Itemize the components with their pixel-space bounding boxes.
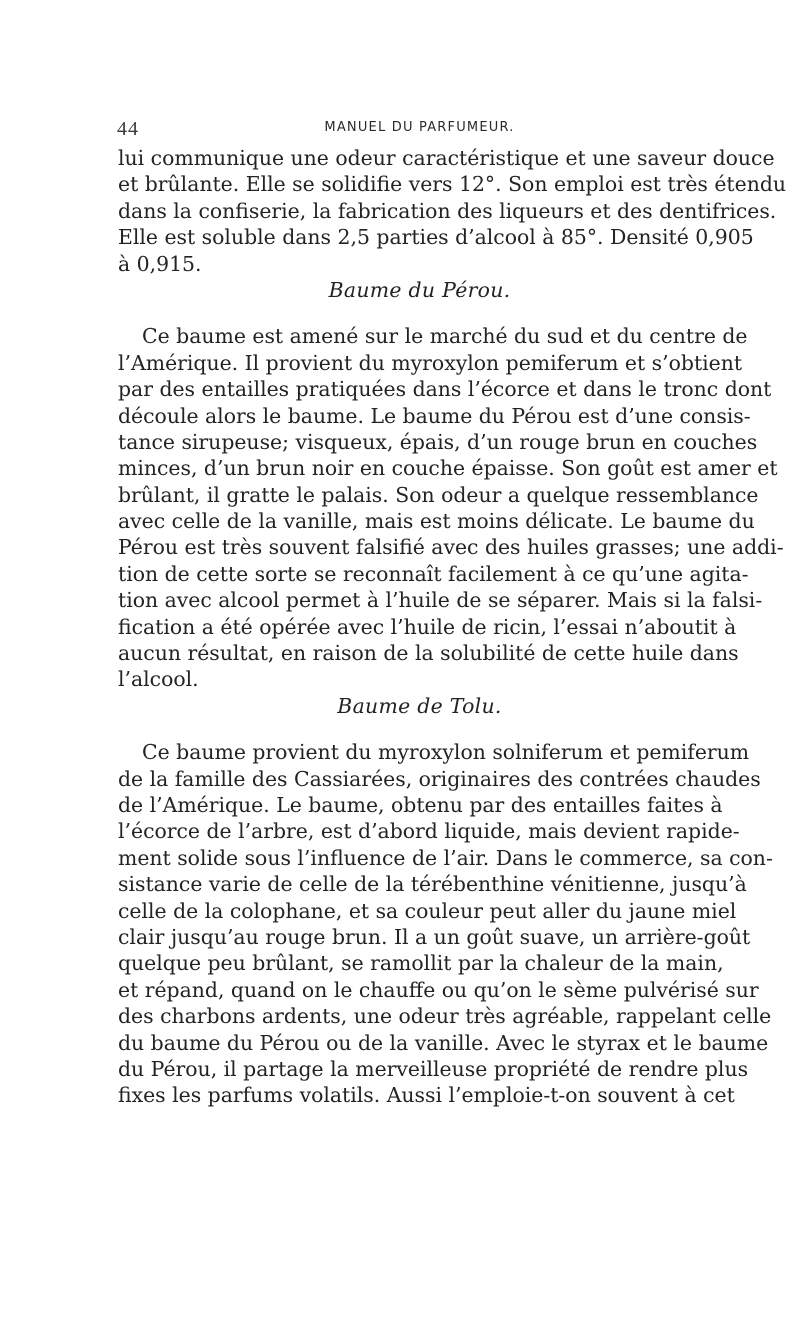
text-line: l’alcool. (118, 667, 199, 692)
text-line: et répand, quand on le chauffe ou qu’on le sème pulvérisé sur (118, 977, 759, 1002)
text-line: sistance varie de celle de la térébenthine vénitienne, jusqu’à (118, 872, 747, 897)
text-line: de la famille des Cassiarées, originaires des contrées chaudes (118, 766, 761, 791)
text-line: Ce baume provient du myroxylon solniferum et pemiferum (142, 740, 750, 765)
text-line: à 0,915. (118, 251, 202, 276)
text-line: Pérou est très souvent falsifié avec des huiles grasses; une addi- (118, 535, 784, 560)
text-line: découle alors le baume. Le baume du Pérou est d’une consis- (118, 403, 751, 428)
text-line: l’Amérique. Il provient du myroxylon pemiferum et s’obtient (118, 350, 743, 375)
paragraph-continuation (118, 145, 787, 277)
text-line: ment solide sous l’influence de l’air. Dans le commerce, sa con- (118, 845, 773, 870)
text-line: quelque peu brûlant, se ramollit par la chaleur de la main, (118, 951, 724, 976)
text-line: fixes les parfums volatils. Aussi l’emploie-t-on souvent à cet (118, 1083, 735, 1108)
spacer (118, 719, 721, 739)
text-line: du baume du Pérou ou de la vanille. Avec le styrax et le baume (118, 1030, 769, 1055)
text-line: par des entailles pratiquées dans l’écorce et dans le tronc dont (118, 377, 772, 402)
text-line: tion avec alcool permet à l’huile de se séparer. Mais si la falsi- (118, 588, 763, 613)
text-line: aucun résultat, en raison de la solubilité de cette huile dans (118, 641, 739, 666)
text-line: des charbons ardents, une odeur très agréable, rappelant celle (118, 1004, 772, 1029)
text-line: minces, d’un brun noir en couche épaisse. Son goût est amer et (118, 456, 778, 481)
text-line: celle de la colophane, et sa couleur peut aller du jaune miel (118, 898, 737, 923)
paragraph-baume-du-perou (118, 323, 784, 692)
section-title-baume-du-perou: Baume du Pérou. (328, 277, 511, 302)
page-body (118, 145, 787, 1109)
page-number: 44 (117, 118, 139, 140)
text-line: l’écorce de l’arbre, est d’abord liquide, mais devient rapide- (118, 819, 740, 844)
section-title-baume-de-tolu: Baume de Tolu. (337, 693, 502, 718)
text-line: fication a été opérée avec l’huile de ricin, l’essai n’aboutit à (118, 614, 737, 639)
running-title: MANUEL DU PARFUMEUR. (324, 120, 515, 135)
text-line: Elle est soluble dans 2,5 parties d’alcool à 85°. Densité 0,905 (118, 225, 754, 250)
text-line: de l’Amérique. Le baume, obtenu par des entailles faites à (118, 792, 723, 817)
text-line: clair jusqu’au rouge brun. Il a un goût suave, un arrière-goût (118, 924, 751, 949)
text-line: dans la confiserie, la fabrication des liqueurs et des dentifrices. (118, 198, 777, 223)
text-line: avec celle de la vanille, mais est moins délicate. Le baume du (118, 509, 755, 534)
text-line: brûlant, il gratte le palais. Son odeur a quelque ressemblance (118, 482, 759, 507)
text-line: du Pérou, il partage la merveilleuse propriété de rendre plus (118, 1056, 749, 1081)
text-line: Ce baume est amené sur le marché du sud et du centre de (142, 324, 748, 349)
paragraph-baume-de-tolu (118, 739, 773, 1108)
text-line: tance sirupeuse; visqueux, épais, d’un rouge brun en couches (118, 429, 758, 454)
text-line: et brûlante. Elle se solidifie vers 12°. Son emploi est très étendu (118, 172, 787, 197)
text-line: tion de cette sorte se reconnaît facilement à ce qu’une agita- (118, 561, 749, 586)
page-header (117, 118, 722, 138)
text-line: lui communique une odeur caractéristique et une saveur douce (118, 146, 775, 170)
spacer (118, 303, 721, 323)
